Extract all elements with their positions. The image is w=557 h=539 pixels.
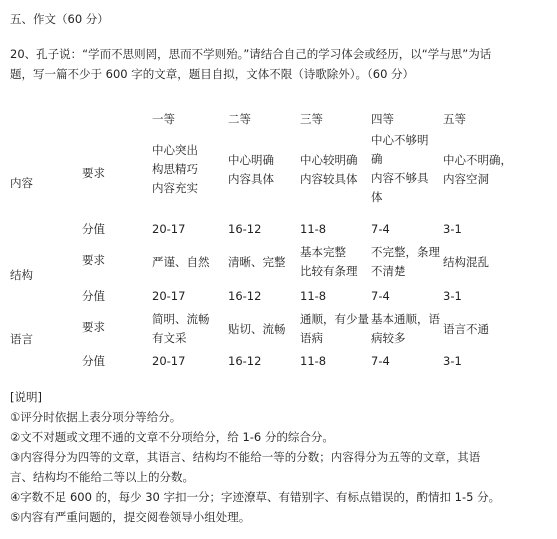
content-req-grade-1: 中心突出 构思精巧 内容充实 bbox=[152, 143, 198, 195]
language-req-label: 要求 bbox=[82, 320, 105, 334]
structure-req-grade-5: 结构混乱 bbox=[443, 255, 489, 269]
note-item-3-cont: 言、结构均不能给二等以上的分数。 bbox=[10, 470, 194, 484]
structure-score-5: 3-1 bbox=[443, 289, 462, 303]
structure-req-grade-3: 基本完整 比较有条理 bbox=[300, 245, 358, 278]
content-req-grade-3: 中心较明确 内容较具体 bbox=[300, 153, 358, 186]
question-text bbox=[10, 44, 550, 84]
row-label-content: 内容 bbox=[10, 176, 33, 190]
question-line-1: 20、孔子说：“学而不思则罔，思而不学则殆。”请结合自己的学习体会或经历，以“学与思”为话 bbox=[10, 47, 492, 61]
grade-header-5: 五等 bbox=[443, 112, 466, 126]
content-score-1: 20-17 bbox=[152, 222, 186, 236]
language-score-1: 20-17 bbox=[152, 354, 186, 368]
note-item-2: ②文不对题或文理不通的文章不分项给分，给 1-6 分的综合分。 bbox=[10, 430, 334, 444]
structure-req-grade-1: 严谨、自然 bbox=[152, 255, 210, 269]
row-label-language: 语言 bbox=[10, 332, 33, 346]
language-score-5: 3-1 bbox=[443, 354, 462, 368]
language-score-2: 16-12 bbox=[228, 354, 262, 368]
content-score-2: 16-12 bbox=[228, 222, 262, 236]
grade-header-2: 二等 bbox=[228, 112, 251, 126]
note-item-4: ④字数不足 600 的，每少 30 字扣一分；字迹潦草、有错别字、有标点错误的，酌情扣 1-5 分。 bbox=[10, 490, 501, 504]
grade-header-4: 四等 bbox=[371, 112, 394, 126]
structure-req-label: 要求 bbox=[82, 253, 105, 267]
structure-req-grade-4: 不完整，条理 不清楚 bbox=[371, 245, 440, 278]
note-item-1: ①评分时依据上表分项分等给分。 bbox=[10, 410, 182, 424]
content-req-grade-4: 中心不够明 确 内容不够具 体 bbox=[371, 133, 429, 204]
grade-header-3: 三等 bbox=[300, 112, 323, 126]
grade-header-1: 一等 bbox=[152, 112, 175, 126]
content-req-grade-5: 中心不明确， 内容空洞 bbox=[443, 153, 512, 186]
language-req-grade-5: 语言不通 bbox=[443, 322, 489, 336]
language-req-grade-3: 通顺，有少量 语病 bbox=[300, 312, 369, 345]
content-score-3: 11-8 bbox=[300, 222, 327, 236]
language-score-3: 11-8 bbox=[300, 354, 327, 368]
content-score-5: 3-1 bbox=[443, 222, 462, 236]
structure-score-2: 16-12 bbox=[228, 289, 262, 303]
language-req-grade-2: 贴切、流畅 bbox=[228, 322, 286, 336]
language-req-grade-4: 基本通顺，语 病较多 bbox=[371, 312, 440, 345]
content-req-grade-2: 中心明确 内容具体 bbox=[228, 153, 274, 186]
language-score-label: 分值 bbox=[82, 354, 105, 368]
language-score-4: 7-4 bbox=[371, 354, 390, 368]
structure-score-3: 11-8 bbox=[300, 289, 327, 303]
content-req-label: 要求 bbox=[82, 166, 105, 180]
notes-heading: [说明] bbox=[10, 390, 42, 404]
note-item-5: ⑤内容有严重问题的，提交阅卷领导小组处理。 bbox=[10, 510, 251, 524]
notes-section bbox=[10, 387, 550, 527]
note-item-3: ③内容得分为四等的文章，其语言、结构均不能给一等的分数；内容得分为五等的文章，其语 bbox=[10, 450, 481, 464]
language-req-grade-1: 简明、流畅 有文采 bbox=[152, 312, 210, 345]
content-score-4: 7-4 bbox=[371, 222, 390, 236]
structure-score-1: 20-17 bbox=[152, 289, 186, 303]
section-title: 五、作文（60 分） bbox=[10, 12, 109, 26]
row-label-structure: 结构 bbox=[10, 268, 33, 282]
structure-score-4: 7-4 bbox=[371, 289, 390, 303]
structure-req-grade-2: 清晰、完整 bbox=[228, 255, 286, 269]
question-line-2: 题，写一篇不少于 600 字的文章，题目自拟，文体不限（诗歌除外）。（60 分） bbox=[10, 67, 415, 81]
content-score-label: 分值 bbox=[82, 222, 105, 236]
structure-score-label: 分值 bbox=[82, 289, 105, 303]
